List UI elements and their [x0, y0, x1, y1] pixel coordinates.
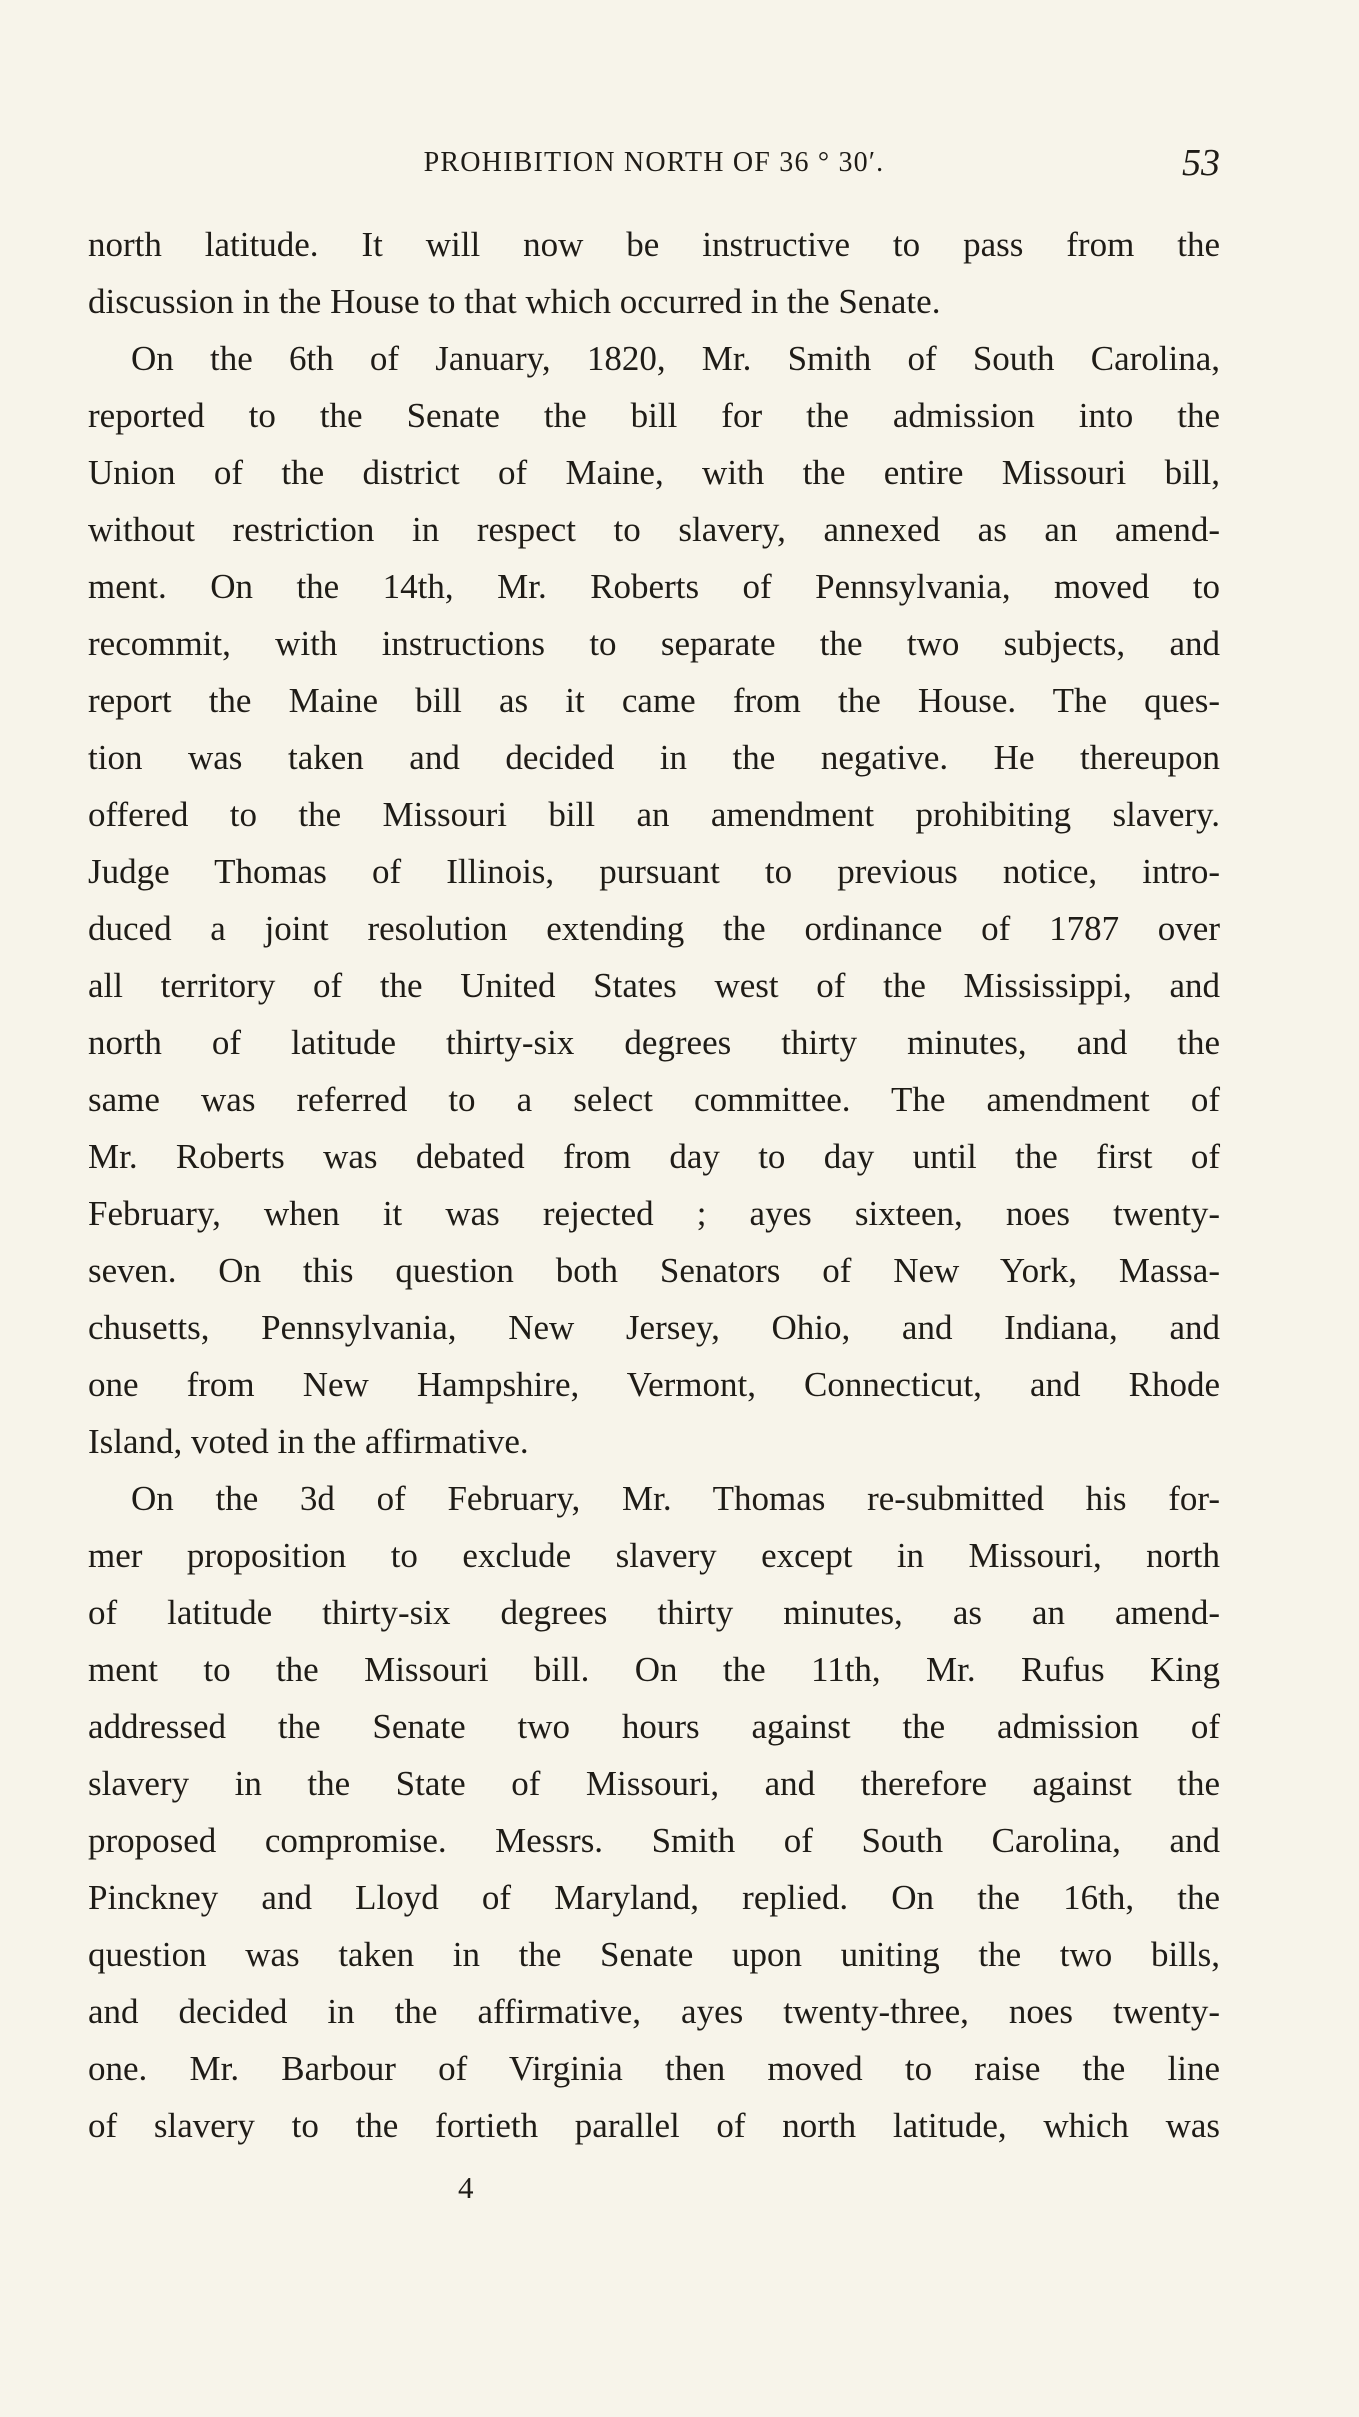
text-line: Mr. Roberts was debated from day to day until the first of [88, 1137, 1220, 1176]
text-line: all territory of the United States west of the Mississippi, and [88, 966, 1220, 1005]
running-title: PROHIBITION NORTH OF 36 ° 30′. [423, 147, 885, 178]
text-line: addressed the Senate two hours against the admission of [88, 1707, 1220, 1746]
text-line: Judge Thomas of Illinois, pursuant to previous notice, intro- [88, 852, 1220, 891]
text-line: February, when it was rejected ; ayes sixteen, noes twenty- [88, 1194, 1220, 1233]
text-line: without restriction in respect to slavery, annexed as an amend- [88, 510, 1220, 549]
text-line: one. Mr. Barbour of Virginia then moved to raise the line [88, 2049, 1220, 2088]
text-line: ment. On the 14th, Mr. Roberts of Pennsylvania, moved to [88, 567, 1220, 606]
text-line: one from New Hampshire, Vermont, Connecticut, and Rhode [88, 1365, 1220, 1404]
text-line: of latitude thirty-six degrees thirty minutes, as an amend- [88, 1593, 1220, 1632]
paragraph-start-line: On the 3d of February, Mr. Thomas re-submitted his for- [131, 1479, 1220, 1518]
text-line: question was taken in the Senate upon uniting the two bills, [88, 1935, 1220, 1974]
text-line: recommit, with instructions to separate the two subjects, and [88, 624, 1220, 663]
text-line: offered to the Missouri bill an amendment prohibiting slavery. [88, 795, 1220, 834]
text-line: Island, voted in the affirmative. [88, 1422, 529, 1461]
text-line: Union of the district of Maine, with the entire Missouri bill, [88, 453, 1220, 492]
text-line: same was referred to a select committee. The amendment of [88, 1080, 1220, 1119]
text-line: north latitude. It will now be instructive to pass from the [88, 225, 1220, 264]
text-line: tion was taken and decided in the negative. He thereupon [88, 738, 1220, 777]
text-line: north of latitude thirty-six degrees thirty minutes, and the [88, 1023, 1220, 1062]
text-line: report the Maine bill as it came from the House. The ques- [88, 681, 1220, 720]
text-line: of slavery to the fortieth parallel of north latitude, which was [88, 2106, 1220, 2145]
text-line: Pinckney and Lloyd of Maryland, replied. On the 16th, the [88, 1878, 1220, 1917]
text-line: slavery in the State of Missouri, and therefore against the [88, 1764, 1220, 1803]
text-line: mer proposition to exclude slavery except in Missouri, north [88, 1536, 1220, 1575]
paragraph-start-line: On the 6th of January, 1820, Mr. Smith of South Carolina, [131, 339, 1220, 378]
text-line: seven. On this question both Senators of New York, Massa- [88, 1251, 1220, 1290]
text-line: duced a joint resolution extending the ordinance of 1787 over [88, 909, 1220, 948]
running-head [88, 138, 1220, 188]
text-line: and decided in the affirmative, ayes twenty-three, noes twenty- [88, 1992, 1220, 2031]
page-number: 53 [1182, 142, 1220, 184]
signature-mark: 4 [458, 2170, 474, 2205]
text-line: proposed compromise. Messrs. Smith of South Carolina, and [88, 1821, 1220, 1860]
text-line: discussion in the House to that which occurred in the Senate. [88, 282, 941, 321]
text-line: chusetts, Pennsylvania, New Jersey, Ohio, and Indiana, and [88, 1308, 1220, 1347]
text-line: ment to the Missouri bill. On the 11th, Mr. Rufus King [88, 1650, 1220, 1689]
text-line: reported to the Senate the bill for the admission into the [88, 396, 1220, 435]
body-text [88, 216, 1220, 2154]
